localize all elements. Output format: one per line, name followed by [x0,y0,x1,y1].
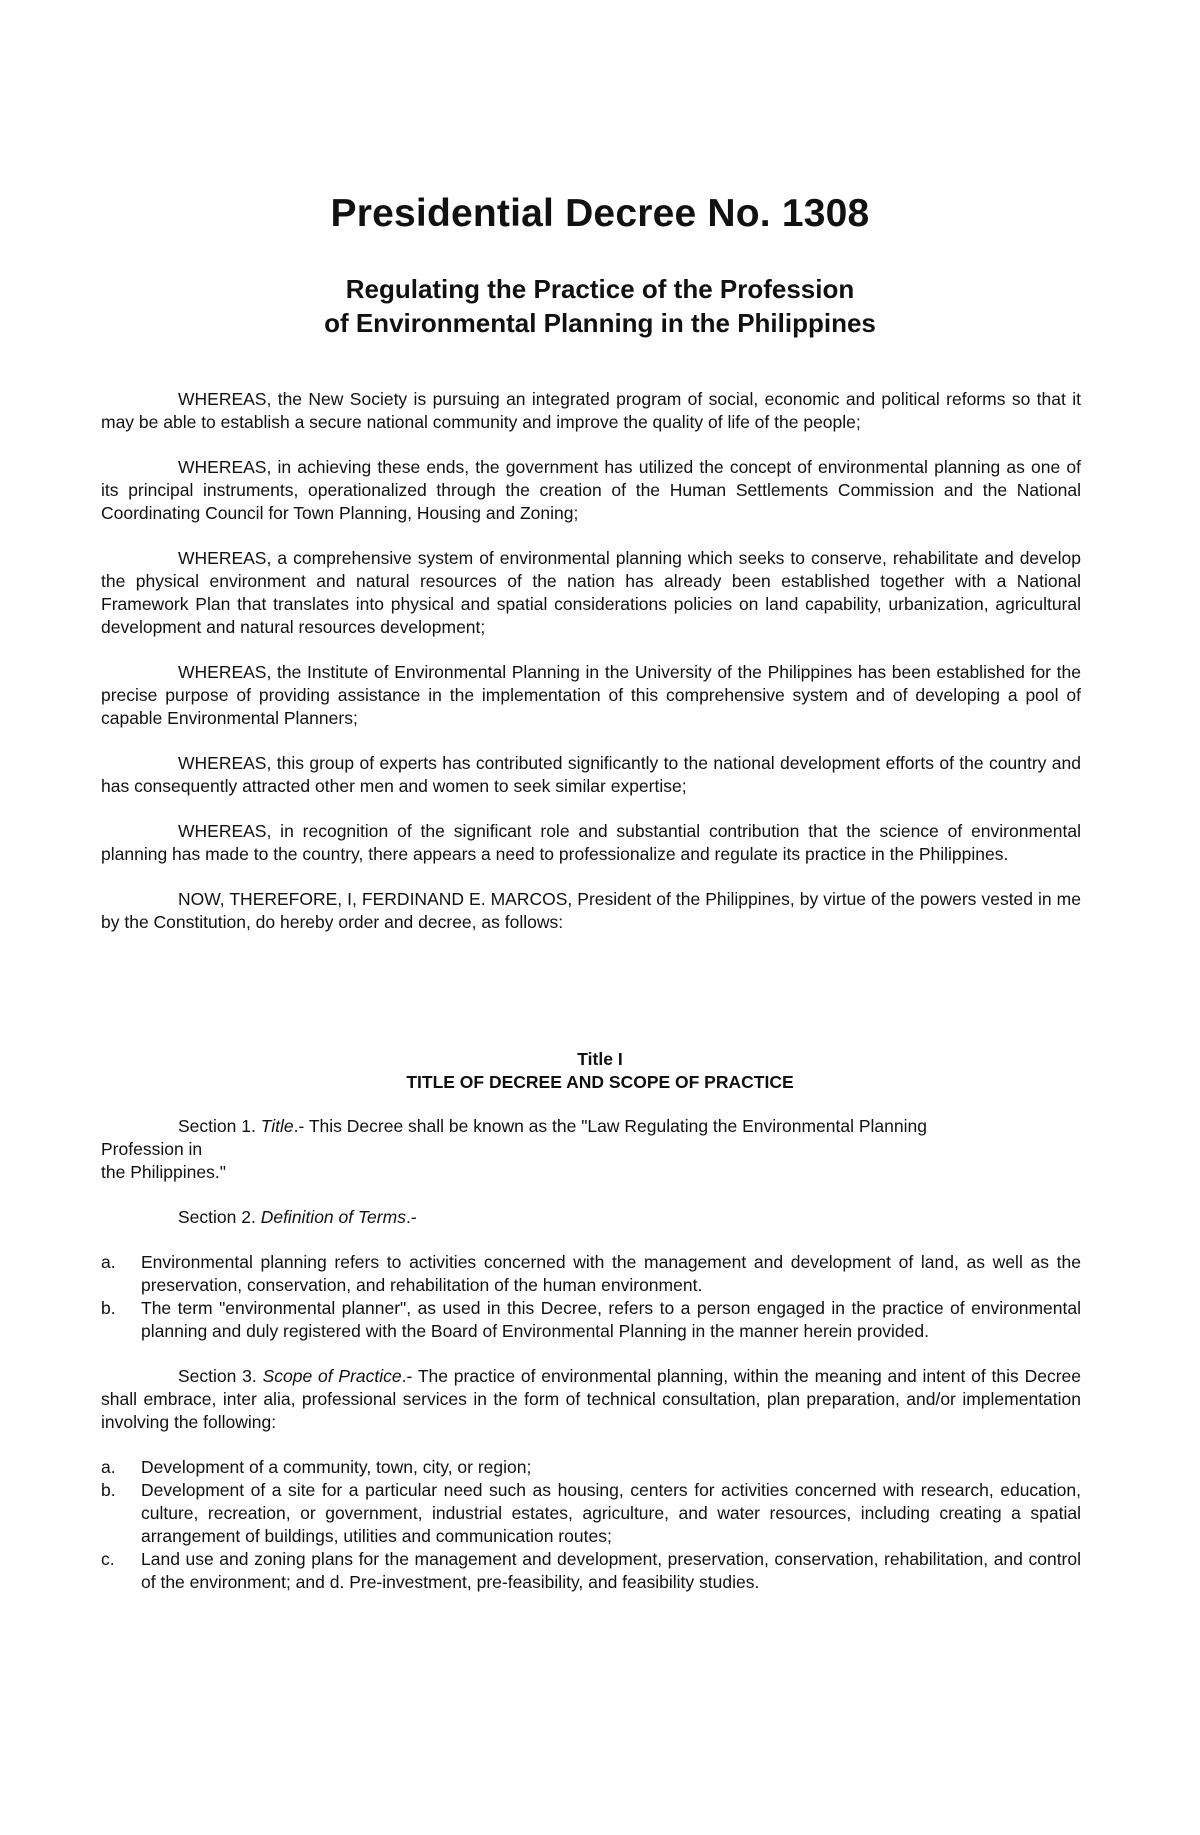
subtitle-line-1: Regulating the Practice of the Profession [345,274,855,304]
definitions-list [101,1251,1081,1343]
list-marker: c. [101,1549,115,1569]
section-1-line-2: Profession in [101,1139,203,1159]
section-2 [101,1206,1081,1229]
section-2-label: Section 2. [178,1207,256,1227]
list-item [101,1548,1081,1594]
section-3-text: .- The practice of environmental planning, within the meaning and intent of this Decree shall embrace, inter alia, professional services in the form of technical consultation, plan preparation, and/or implementation involving the following: [101,1366,1081,1432]
whereas-paragraph: WHEREAS, in recognition of the significant role and substantial contribution that the science of environmental planning has made to the country, there appears a need to professionalize and regulate its practice in the Philippines. [101,821,1081,864]
section-3 [101,1365,1081,1434]
whereas-paragraph: WHEREAS, in achieving these ends, the government has utilized the concept of environmental planning as one of its principal instruments, operationalized through the creation of the Human Settlements Commission and the National Coordinating Council for Town Planning, Housing and Zoning; [101,457,1081,523]
whereas-paragraph: WHEREAS, the New Society is pursuing an integrated program of social, economic and political reforms so that it may be able to establish a secure national community and improve the quality of life of the people; [101,389,1081,432]
list-item [101,1456,1081,1479]
title-name: TITLE OF DECREE AND SCOPE OF PRACTICE [406,1072,794,1092]
list-item [101,1251,1081,1297]
section-3-label: Section 3. [178,1366,257,1386]
title-number: Title I [577,1049,623,1069]
list-marker: b. [101,1480,116,1500]
list-item-text: Land use and zoning plans for the management and development, preservation, conservation, rehabilitation, and control of the environment; and d. Pre-investment, pre-feasibility, and feasibility studies. [141,1549,1081,1592]
preamble [101,388,1081,956]
list-marker: a. [101,1457,116,1477]
title-heading [0,1048,1200,1094]
section-1-line-3: the Philippines." [101,1162,226,1182]
section-1-text: .- This Decree shall be known as the "Law Regulating the Environmental Planning [293,1116,927,1136]
enacting-clause: NOW, THEREFORE, I, FERDINAND E. MARCOS, President of the Philippines, by virtue of the powers vested in me by the Constitution, do hereby order and decree, as follows: [101,889,1081,932]
section-1-heading: Title [260,1116,294,1136]
section-1 [101,1115,1081,1138]
list-marker: a. [101,1252,116,1272]
list-item [101,1479,1081,1548]
page-title: Presidential Decree No. 1308 [330,192,870,235]
section-3-heading: Scope of Practice [262,1366,402,1386]
list-item-text: Development of a site for a particular need such as housing, centers for activities concerned with research, education, culture, recreation, or government, industrial estates, agriculture, and water resources, including creating a spatial arrangement of buildings, utilities and communication routes; [141,1480,1081,1546]
page-subtitle [0,272,1200,340]
section-2-heading: Definition of Terms [260,1207,406,1227]
list-item [101,1297,1081,1343]
list-item-text: The term "environmental planner", as used in this Decree, refers to a person engaged in the practice of environmental planning and duly registered with the Board of Environmental Planning in the manner herein provided. [141,1298,1081,1341]
sections [101,1115,1081,1594]
section-1-label: Section 1. [178,1116,256,1136]
whereas-paragraph: WHEREAS, a comprehensive system of environmental planning which seeks to conserve, rehabilitate and develop the physical environment and natural resources of the nation has already been established together with a National Framework Plan that translates into physical and spatial considerations policies on land capability, urbanization, agricultural development and natural resources development; [101,548,1081,637]
whereas-paragraph: WHEREAS, this group of experts has contributed significantly to the national development efforts of the country and has consequently attracted other men and women to seek similar expertise; [101,753,1081,796]
list-marker: b. [101,1298,116,1318]
section-2-suffix: .- [405,1207,417,1227]
list-item-text: Environmental planning refers to activities concerned with the management and development of land, as well as the preservation, conservation, and rehabilitation of the human environment. [141,1252,1081,1295]
list-item-text: Development of a community, town, city, or region; [141,1457,532,1477]
whereas-paragraph: WHEREAS, the Institute of Environmental Planning in the University of the Philippines has been established for the precise purpose of providing assistance in the implementation of this comprehensive system and of developing a pool of capable Environmental Planners; [101,662,1081,728]
scope-list [101,1456,1081,1594]
subtitle-line-2: of Environmental Planning in the Philippines [324,308,876,338]
